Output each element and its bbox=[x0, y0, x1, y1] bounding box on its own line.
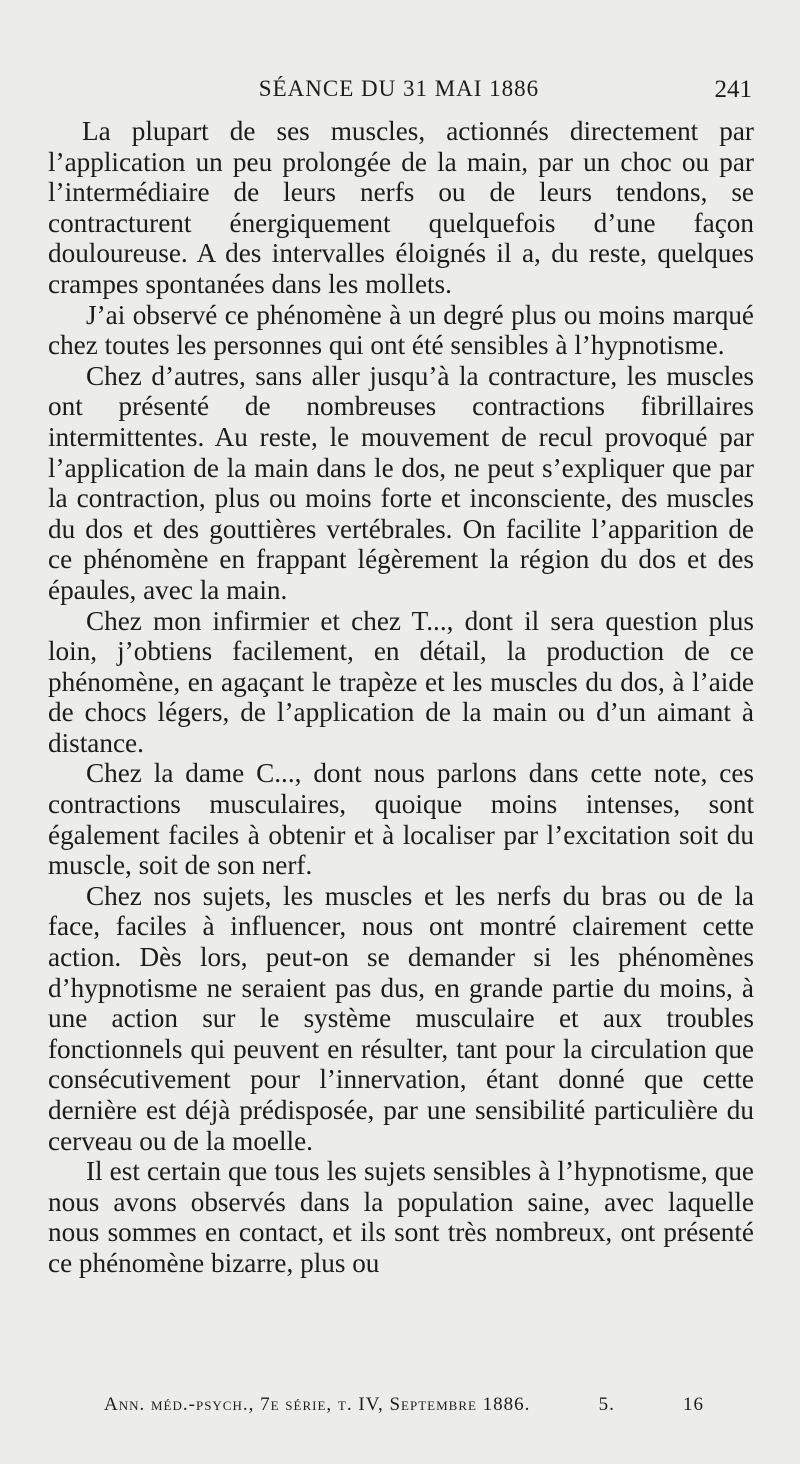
paragraph: Chez d’autres, sans aller jusqu’à la contracture, les muscles ont présenté de nombreuses contractions fibrillaires intermittentes. Au reste, le mouvement de recul provoqué par l’application de la main dans le dos, ne peut s’expliquer que par la contraction, plus ou moins forte et inconsciente, des muscles du dos et des gouttières vertébrales. On facilite l’apparition de ce phénomène en frappant légèrement la région du dos et des épaules, avec la main. bbox=[48, 360, 754, 605]
paragraph: J’ai observé ce phénomène à un degré plus ou moins marqué chez toutes les personnes qui ont été sensibles à l’hypnotisme. bbox=[48, 299, 754, 361]
running-head: SÉANCE DU 31 MAI 1886 bbox=[258, 76, 540, 101]
page-number: 241 bbox=[714, 76, 752, 103]
page-header bbox=[46, 76, 752, 112]
journal-citation: Ann. méd.-psych., 7e série, t. IV, Septembre 1886. bbox=[104, 1394, 531, 1415]
paragraph: Il est certain que tous les sujets sensibles à l’hypnotisme, que nous avons observés dans la population saine, avec laquelle nous sommes en contact, et ils sont très nombreux, ont présenté ce phénomène bizarre, plus ou bbox=[48, 1156, 754, 1278]
page-footer bbox=[104, 1394, 704, 1416]
sheet-number: 5. bbox=[598, 1394, 615, 1415]
paragraph: Chez la dame C..., dont nous parlons dans cette note, ces contractions musculaires, quoique moins intenses, sont également faciles à obtenir et à localiser par l’excitation soit du muscle, soit de son nerf. bbox=[48, 758, 754, 881]
paragraph: Chez mon infirmier et chez T..., dont il sera question plus loin, j’obtiens facilement, en détail, la production de ce phénomène, en agaçant le trapèze et les muscles du dos, à l’aide de chocs légers, de l’application de la main ou d’un aimant à distance. bbox=[48, 605, 754, 758]
signature-mark: 16 bbox=[683, 1394, 704, 1415]
paragraph: Chez nos sujets, les muscles et les nerfs du bras ou de la face, faciles à influencer, nous ont montré clairement cette action. Dès lors, peut-on se demander si les phénomènes d’hypnotisme ne seraient pas dus, en grande partie du moins, à une action sur le système musculaire et aux troubles fonctionnels qui peuvent en résulter, tant pour la circulation que consécutivement pour l’innervation, étant donné que cette dernière est déjà prédisposée, par une sensibilité particulière du cerveau ou de la moelle. bbox=[48, 880, 754, 1156]
body-text bbox=[48, 116, 754, 1279]
paragraph: La plupart de ses muscles, actionnés directement par l’application un peu prolongée de la main, par un choc ou par l’intermédiaire de leurs nerfs ou de leurs tendons, se contracturent énergiquement quelquefois d’une façon douloureuse. A des intervalles éloignés il a, du reste, quelques crampes spontanées dans les mollets. bbox=[48, 116, 754, 299]
